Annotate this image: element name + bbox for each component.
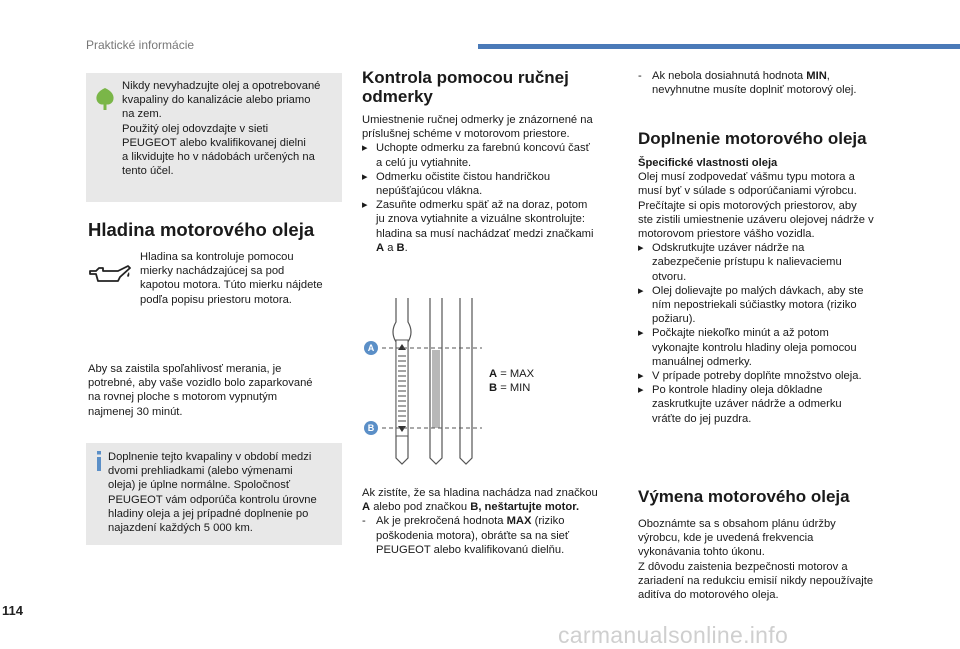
eco-line: Použitý olej odovzdajte v sieti — [122, 122, 269, 135]
page-number: 114 — [2, 603, 23, 618]
arrow-bullet-icon: ▸ — [362, 142, 368, 155]
text-line: výrobcu, kde je uvedená frekvencia — [638, 532, 814, 545]
text-line: Olej dolievajte po malých dávkach, aby ste — [652, 284, 864, 297]
eco-line: kvapaliny do kanalizácie alebo priamo — [122, 94, 311, 107]
running-header: Praktické informácie — [86, 38, 195, 52]
text-fragment: . — [404, 241, 408, 254]
section-title-top-up: Doplnenie motorového oleja — [638, 129, 867, 148]
text-line: Oboznámte sa s obsahom plánu údržby — [638, 518, 836, 530]
eco-note-box — [86, 73, 342, 202]
dipstick-after-text — [362, 486, 618, 557]
legend-max — [489, 367, 534, 381]
eco-line: tento účel. — [122, 165, 174, 178]
text-line: motorovom priestore vášho vozidla. — [638, 228, 815, 241]
title-line: Kontrola pomocou ručnej — [362, 68, 569, 87]
text-line: manuálnej odmerky. — [652, 355, 752, 368]
list-item — [638, 326, 900, 369]
watermark: carmanualsonline.info — [558, 622, 789, 648]
eco-line: Nikdy nevyhadzujte olej a opotrebované — [122, 80, 321, 92]
arrow-bullet-icon: ▸ — [638, 284, 644, 297]
mark-a: A — [376, 241, 385, 254]
list-item — [638, 369, 900, 383]
list-item — [638, 69, 898, 97]
list-item — [638, 383, 900, 426]
text-line: V prípade potreby doplňte množstvo oleja. — [652, 370, 862, 383]
eco-line: PEUGEOT alebo kvalifikovanej dielni — [122, 136, 306, 149]
text-line: Doplnenie tejto kvapaliny v období medzi — [108, 451, 312, 463]
text-line: vráťte do jej puzdra. — [652, 412, 752, 425]
text-line — [652, 69, 898, 83]
list-item — [362, 170, 614, 198]
text-line: vykonávania tohto úkonu. — [638, 546, 765, 559]
eco-line: na zem. — [122, 108, 162, 121]
text-line: Hladina sa kontroluje pomocou — [140, 251, 294, 263]
oil-can-icon — [88, 262, 132, 286]
text-line: Uchopte odmerku za farebnú koncovú časť — [376, 142, 590, 155]
info-note-box — [86, 443, 342, 545]
text-line: Prečítajte si opis motorových priestorov, aby — [638, 199, 857, 212]
legend-key: B — [489, 382, 498, 395]
header-accent-bar — [478, 44, 960, 49]
text-line: kapotou motora. Túto mierku nájdete — [140, 279, 323, 292]
section-title-oil-level: Hladina motorového oleja — [88, 219, 315, 240]
text-line: a celú ju vytiahnite. — [376, 156, 472, 169]
text-line: Odskrutkujte uzáver nádrže na — [652, 242, 805, 255]
text-line — [376, 514, 618, 528]
subheading: Špecifické vlastnosti oleja — [638, 157, 778, 169]
text-line: nepúšťajúcou vlákna. — [376, 185, 483, 198]
text-line: aditíva do motorového oleja. — [638, 589, 779, 602]
top-up-instructions — [638, 156, 900, 426]
text-line: nevyhnutne musíte doplniť motorový olej. — [652, 84, 857, 97]
text-line: hladina sa musí nachádzať medzi značkami — [376, 227, 594, 240]
text-line: Odmerku očistite čistou handričkou — [376, 170, 551, 183]
list-item — [362, 141, 614, 169]
leaf-icon — [94, 87, 116, 111]
text-fragment: alebo pod značkou — [370, 501, 471, 514]
legend-key: A — [489, 368, 498, 380]
min-label: MIN — [806, 70, 827, 82]
text-line: Zasuňte odmerku späť až na doraz, potom — [376, 199, 588, 212]
text-line: vykonajte kontrolu hladiny oleja pomocou — [652, 341, 857, 354]
mark-a: A — [362, 501, 371, 514]
text-line: potrebné, aby vaše vozidlo bolo zaparkované — [88, 377, 313, 390]
text-fragment: a — [384, 241, 397, 254]
text-line: mierky nachádzajúcej sa pod — [140, 265, 285, 278]
text-fragment: Ak je prekročená hodnota — [376, 515, 507, 528]
legend-min — [489, 381, 534, 395]
list-item — [638, 241, 900, 284]
text-line: otvoru. — [652, 270, 687, 283]
text-fragment: (riziko — [531, 515, 565, 528]
arrow-bullet-icon: ▸ — [362, 170, 368, 183]
text-line: Ak zistíte, že sa hladina nachádza nad značkou — [362, 487, 598, 499]
text-line: dvomi prehliadkami (alebo výmenami — [108, 465, 293, 478]
text-line: najmenej 30 minút. — [88, 405, 183, 418]
marker-a-badge: A — [364, 341, 378, 355]
oil-level-intro — [140, 250, 345, 307]
text-line: PEUGEOT vám odporúča kontrolu úrovne — [108, 493, 317, 506]
eco-line: a likvidujte ho v nádobách určených na — [122, 151, 315, 164]
max-label: MAX — [506, 515, 532, 528]
text-line: ste zistili umiestnenie uzáveru olejovej nádrže v — [638, 213, 874, 226]
warning-text: , neštartujte motor. — [478, 501, 580, 514]
mark-b: B — [396, 241, 405, 254]
text-line: PEUGEOT alebo kvalifikovanú dielňu. — [376, 543, 565, 556]
section-title-dipstick — [362, 68, 602, 106]
arrow-bullet-icon: ▸ — [638, 327, 644, 340]
legend-value: = MAX — [497, 368, 535, 380]
dash-bullet: - — [362, 515, 366, 528]
text-line: ním nepostriekali súčiastky motora (riziko — [652, 299, 857, 312]
text-line: požiaru). — [652, 313, 696, 326]
list-item — [362, 514, 618, 557]
text-fragment: , — [826, 70, 830, 82]
text-line: Olej musí zodpovedať vášmu typu motora a — [638, 171, 855, 184]
list-item — [638, 284, 900, 327]
text-fragment: Ak nebola dosiahnutá hodnota — [652, 70, 807, 82]
text-line: Umiestnenie ručnej odmerky je znázornené na — [362, 114, 593, 126]
dash-bullet: - — [638, 70, 642, 82]
eco-note-text — [122, 79, 340, 178]
text-line: na rovnej ploche s motorom vypnutým — [88, 391, 278, 404]
min-note — [638, 69, 898, 97]
arrow-bullet-icon: ▸ — [638, 370, 644, 383]
text-line: zariadení na redukciu emisií nikdy nepoužívajte — [638, 574, 874, 587]
text-line: podľa popisu priestoru motora. — [140, 293, 292, 306]
dipstick-instructions — [362, 113, 614, 255]
dipstick-legend — [489, 367, 534, 395]
info-icon — [95, 451, 103, 471]
dipstick-illustration — [362, 298, 482, 466]
list-item — [362, 198, 614, 255]
arrow-bullet-icon: ▸ — [638, 242, 644, 255]
text-line: poškodenia motora), obráťte sa na sieť — [376, 529, 570, 542]
text-line: zabezpečenie prístupu k nalievaciemu — [652, 256, 842, 269]
title-line: odmerky — [362, 87, 433, 106]
text-line: najazdení každých 5 000 km. — [108, 522, 253, 535]
text-line: hladiny oleja a jej prípadné doplnenie po — [108, 507, 309, 520]
text-line: ju znova vytiahnite a vizuálne skontrolujte: — [376, 213, 585, 226]
mark-b: B — [470, 501, 479, 514]
legend-value: = MIN — [497, 382, 531, 395]
text-line: Z dôvodu zaistenia bezpečnosti motorov a — [638, 560, 848, 573]
text-line: Aby sa zaistila spoľahlivosť merania, je — [88, 363, 282, 375]
text-line: musí byť v súlade s odporúčaniami výrobcu. — [638, 185, 857, 198]
oil-change-text — [638, 517, 900, 602]
arrow-bullet-icon: ▸ — [638, 384, 644, 397]
marker-b-badge: B — [364, 421, 378, 435]
text-line — [362, 500, 618, 514]
arrow-bullet-icon: ▸ — [362, 199, 368, 212]
text-line: príslušnej schéme v motorovom priestore. — [362, 128, 570, 141]
text-line: Počkajte niekoľko minút a až potom — [652, 327, 829, 340]
text-line: oleja) je úplne normálne. Spoločnosť — [108, 479, 291, 492]
text-line: zaskrutkujte uzáver nádrže a odmerku — [652, 398, 842, 411]
oil-level-paragraph — [88, 362, 346, 419]
info-note-text — [108, 450, 340, 535]
section-title-oil-change: Výmena motorového oleja — [638, 487, 850, 506]
text-line — [376, 241, 614, 255]
text-line: Po kontrole hladiny oleja dôkladne — [652, 384, 823, 397]
